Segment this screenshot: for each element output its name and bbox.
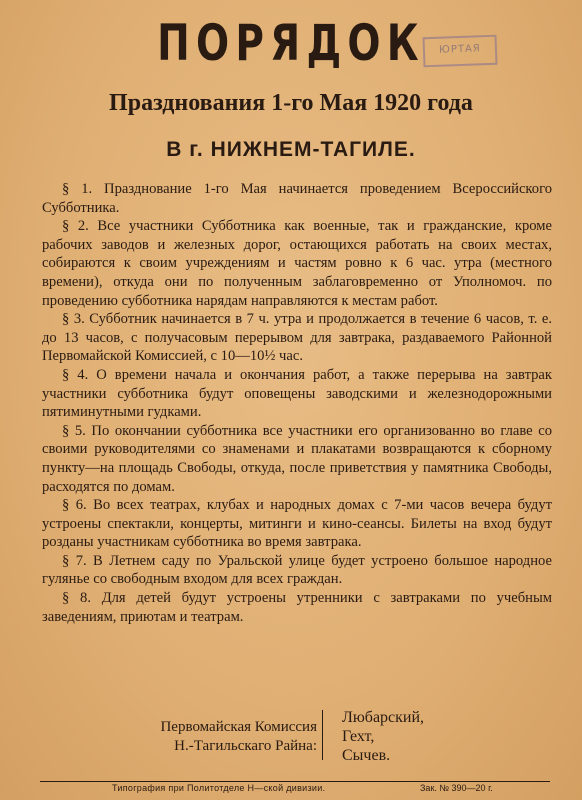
paragraph-5: § 5. По окончании субботника все участники его организованно во главе со своими руководителями со знаменами и плакатами возвращаются к сборному пункту—на площадь Свободы, откуда, после приветствия у памятника Свободы, расходятся по домам.	[42, 422, 552, 495]
signature-block	[0, 708, 582, 768]
signatory-1: Любарский,	[342, 709, 425, 726]
commission-line-2: Н.-Тагильскаго Райна:	[174, 738, 317, 754]
archive-stamp: ЮРТАЯ	[422, 35, 497, 68]
paragraph-8: § 8. Для детей будут устроены утренники с завтраками по учебным заведениям, приютам и театрам.	[42, 590, 552, 625]
footer-printer: Типография при Политотделе Н—ской дивизии.	[112, 783, 326, 793]
signatory-2: Гехт,	[342, 728, 375, 745]
footer-rule	[40, 781, 550, 782]
paragraph-3: § 3. Субботник начинается в 7 ч. утра и продолжается в течение 6 часов, т. е. до 13 часов, с получасовым перерывом для завтрака, раздаваемого Районной Первомайской Комиссией, с 10—10½ час.	[42, 311, 552, 365]
poster-city: В г. НИЖНЕМ-ТАГИЛЕ.	[166, 138, 416, 161]
poster-body	[42, 180, 552, 626]
signatories	[342, 708, 424, 765]
poster-title: ПОРЯДОК	[157, 14, 425, 72]
commission-line-1: Первомайская Комиссия	[160, 719, 317, 735]
paragraph-7: § 7. В Летнем саду по Уральской улице будет устроено большое народное гулянье со свободным входом для всех граждан.	[42, 552, 552, 588]
footer-order-number: Зак. № 390—20 г.	[420, 783, 493, 793]
paragraph-2: § 2. Все участники Субботника как военные, так и гражданские, кроме рабочих заводов и железных дорог, остающихся работать на своих местах, собираются к своим учреждениям и частям ровно к 6 час. утра (местного времени), откуда они по полученным заблаговременно от Уполномоч. по проведению субботника нарядам направляются к местам работ.	[42, 218, 552, 309]
poster-subtitle: Празднования 1-го Мая 1920 года	[109, 90, 473, 116]
paragraph-6: § 6. Во всех театрах, клубах и народных домах с 7-ми часов вечера будут устроены спектакли, концерты, митинги и кино-сеансы. Билеты на вход будут розданы участникам субботника во время завтрака.	[42, 497, 552, 551]
signature-divider	[322, 710, 323, 760]
signatory-3: Сычев.	[342, 747, 391, 764]
paragraph-4: § 4. О времени начала и окончания работ, а также перерыва на завтрак участники субботника будут оповещены заводскими и железнодорожными пятиминутными гудками.	[42, 366, 552, 421]
commission-name	[160, 718, 317, 756]
paragraph-1: § 1. Празднование 1-го Мая начинается проведением Всероссийского Субботника.	[42, 181, 552, 216]
